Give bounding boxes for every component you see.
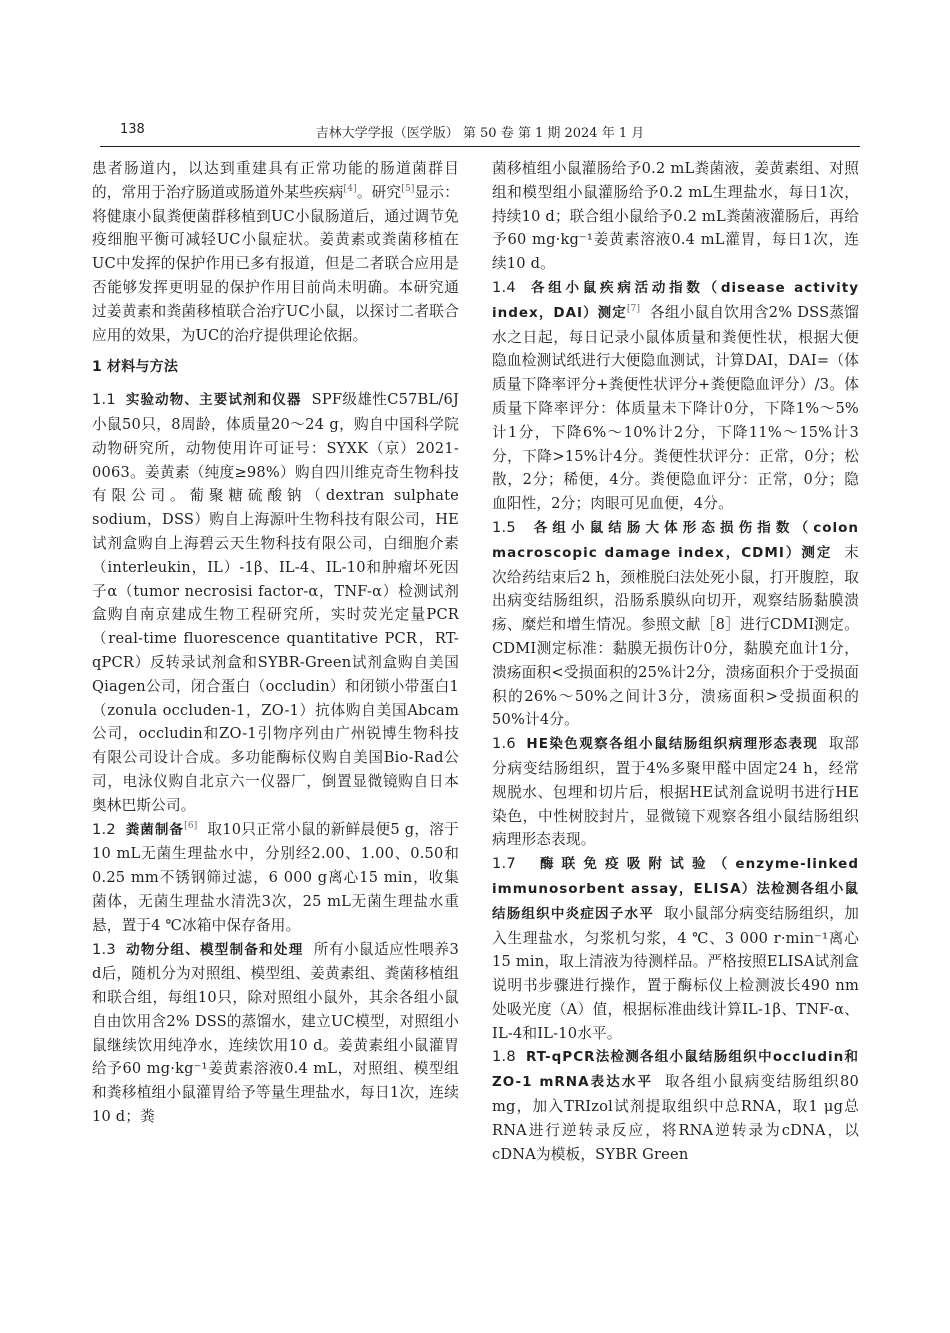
journal-info: 吉林大学学报（医学版） 第 50 卷 第 1 期 2024 年 1 月 <box>315 126 645 141</box>
right-column <box>492 157 859 1166</box>
subsection-1-6: 1.6 HE染色观察各组小鼠结肠组织病理形态表现 取部分病变结肠组织，置于4%多聚甲醛中固定24 h，经常规脱水、包埋和切片后，根据HE试剂盒说明书进行HE染色，中性树胶封片，显微镜下观察各组小鼠结肠组织病理形态表现。 <box>492 735 859 849</box>
subsection-1-5: 1.5 各组小鼠结肠大体形态损伤指数（colon macroscopic damage index，CDMI）测定 末次给药结束后2 h，颈椎脱臼法处死小鼠，打开腹腔，取出病变结肠组织，沿肠系膜纵向切开，观察结肠黏膜溃疡、糜烂和增生情况。参照文献［8］进行CDMI测定。CDMI测定标准：黏膜无损伤计0分，黏膜充血计1分，溃疡面积<受损面积的25%计2分，溃疡面积介于受损面积的26%～50%之间计3分，溃疡面积>受损面积的50%计4分。 <box>492 518 859 729</box>
section-heading-methods: 1 材料与方法 <box>92 359 179 376</box>
subsection-1-3: 1.3 动物分组、模型制备和处理 所有小鼠适应性喂养3 d后，随机分为对照组、模型组、姜黄素组、粪菌移植组和联合组，每组10只，除对照组小鼠外，其余各组小鼠自由饮用含2% DSS的蒸馏水，建立UC模型，对照组小鼠继续饮用纯净水，连续饮用10 d。姜黄素组小鼠灌胃给予60 mg·kg⁻¹姜黄素溶液0.4 mL，对照组、模型组和粪移植组小鼠灌胃给予等量生理盐水，每日1次，连续10 d；粪 <box>92 940 460 1126</box>
subsection-1-8: 1.8 RT-qPCR法检测各组小鼠结肠组织中occludin和ZO-1 mRNA表达水平 取各组小鼠病变结肠组织80 mg，加入TRIzol试剂提取组织中总RNA，取1 μg总RNA进行逆转录反应，将RNA逆转录为cDNA，以cDNA为模板，SYBR Green <box>492 1048 860 1163</box>
subsection-1-7: 1.7 酶联免疫吸附试验（enzyme-linked immunosorbent assay，ELISA）法检测各组小鼠结肠组织中炎症因子水平 取小鼠部分病变结肠组织，加入生理盐水，匀浆机匀浆，4 ℃、3 000 r·min⁻¹离心15 min，取上清液为待测样品。严格按照ELISA试剂盒说明书步骤进行操作，置于酶标仪上检测波长490 nm处吸光度（A）值，根据标准曲线计算IL-1β、TNF-α、IL-4和IL-10水平。 <box>492 855 859 1042</box>
subsection-1-2: 1.2 粪菌制备[6] 取10只正常小鼠的新鲜晨便5 g，溶于10 mL无菌生理盐水中，分别经2.00、1.00、0.50和0.25 mm不锈钢筛过滤，6 000 g离心15 min，收集菌体，无菌生理盐水清洗3次，25 mL无菌生理盐水重悬，置于4 ℃冰箱中保存备用。 <box>92 820 459 934</box>
citation-4: [4] <box>343 183 357 194</box>
intro-paragraph: 患者肠道内，以达到重建具有正常功能的肠道菌群目的，常用于治疗肠道或肠道外某些疾病[4]。研究[5]显示：将健康小鼠粪便菌群移植到UC小鼠肠道后，通过调节免疫细胞平衡可减轻UC小鼠症状。姜黄素或粪菌移植在UC中发挥的保护作用已多有报道，但是二者联合应用是否能够发挥更明显的保护作用目前尚未明确。本研究通过姜黄素和粪菌移植联合治疗UC小鼠，以探讨二者联合应用的效果，为UC的治疗提供理论依据。 <box>92 160 459 344</box>
subsection-1-1: 1.1 实验动物、主要试剂和仪器 SPF级雄性C57BL/6J小鼠50只，8周龄，体质量20～24 g，购自中国科学院动物研究所，动物使用许可证号：SYXK（京）2021-0063。姜黄素（纯度≥98%）购自四川维克奇生物科技有限公司。葡聚糖硫酸钠（dextran sulphate sodium，DSS）购自上海源叶生物科技有限公司，HE试剂盒购自上海碧云天生物科技有限公司，白细胞介素（interleukin，IL）-1β、IL-4、IL-10和肿瘤坏死因子α（tumor necrosisi factor-α，TNF-α）检测试剂盒购自南京建成生物工程研究所，实时荧光定量PCR（real-time fluorescence quantitative PCR，RT-qPCR）反转录试剂盒和SYBR-Green试剂盒购自美国Qiagen公司，闭合蛋白（occludin）和闭锁小带蛋白1（zonula occluden-1，ZO-1）抗体购自美国Abcam公司，occludin和ZO-1引物序列由广州锐博生物科技有限公司设计合成。多功能酶标仪购自美国Bio-Rad公司，电泳仪购自北京六一仪器厂，倒置显微镜购自日本奥林巴斯公司。 <box>92 391 460 814</box>
subsection-1-4: 1.4 各组小鼠疾病活动指数（disease activity index，DAI）测定[7] 各组小鼠自饮用含2% DSS蒸馏水之日起，每日记录小鼠体质量和粪便性状，根据大便隐血检测试纸进行大便隐血测试，计算DAI，DAI=（体质量下降率评分+粪便性状评分+粪便隐血评分）/3。体质量下降率评分：体质量未下降计0分，下降1%～5%计1分，下降6%～10%计2分，下降11%～15%计3分，下降>15%计4分。粪便性状评分：正常，0分；松散，2分；稀便，4分。粪便隐血评分：正常，0分；隐血阳性，2分；肉眼可见血便，4分。 <box>492 278 859 513</box>
citation-5: [5] <box>401 183 415 194</box>
left-column <box>92 157 459 1129</box>
running-header <box>100 122 860 147</box>
page-number: 138 <box>120 122 145 137</box>
continued-paragraph: 菌移植组小鼠灌肠给予0.2 mL粪菌液，姜黄素组、对照组和模型组小鼠灌肠给予0.2 mL生理盐水，每日1次，持续10 d；联合组小鼠给予0.2 mL粪菌液灌肠后，再给予60 mg·kg⁻¹姜黄素溶液0.4 mL灌胃，每日1次，连续10 d。 <box>492 160 860 273</box>
